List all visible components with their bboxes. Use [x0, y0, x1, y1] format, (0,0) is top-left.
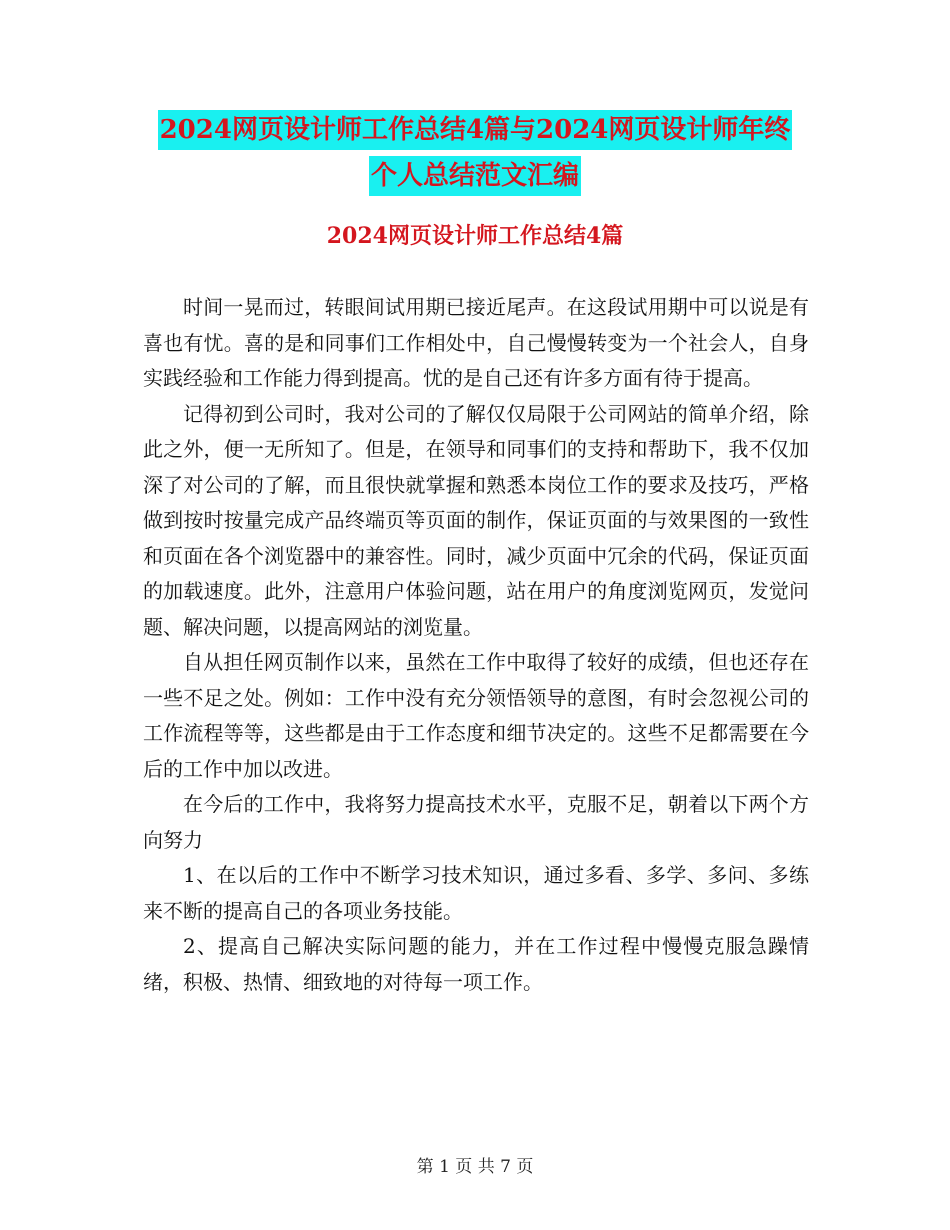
document-body: [143, 290, 809, 1000]
paragraph: 时间一晃而过，转眼间试用期已接近尾声。在这段试用期中可以说是有喜也有忧。喜的是和同事们工作相处中，自己慢慢转变为一个社会人，自身实践经验和工作能力得到提高。忧的是自己还有许多方面有待于提高。: [143, 295, 809, 390]
title-line-1: 2024网页设计师工作总结4篇与2024网页设计师年终: [158, 110, 793, 150]
paragraph: 自从担任网页制作以来，虽然在工作中取得了较好的成绩，但也还存在一些不足之处。例如：工作中没有充分领悟领导的意图，有时会忽视公司的工作流程等等，这些都是由于工作态度和细节决定的。这些不足都需要在今后的工作中加以改进。: [143, 650, 809, 781]
list-item: 2、提高自己解决实际问题的能力，并在工作过程中慢慢克服急躁情绪，积极、热情、细致地的对待每一项工作。: [143, 934, 809, 994]
title-line-2: 个人总结范文汇编: [369, 156, 581, 196]
page-number: 第 1 页 共 7 页: [416, 1157, 534, 1177]
paragraph: 记得初到公司时，我对公司的了解仅仅局限于公司网站的简单介绍，除此之外，便一无所知了。但是，在领导和同事们的支持和帮助下，我不仅加深了对公司的了解，而且很快就掌握和熟悉本岗位工作的要求及技巧，严格做到按时按量完成产品终端页等页面的制作，保证页面的与效果图的一致性和页面在各个浏览器中的兼容性。同时，减少页面中冗余的代码，保证页面的加载速度。此外，注意用户体验问题，站在用户的角度浏览网页，发觉问题、解决问题，以提高网站的浏览量。: [143, 401, 809, 639]
paragraph: 在今后的工作中，我将努力提高技术水平，克服不足，朝着以下两个方向努力: [143, 792, 809, 852]
section-heading: 2024网页设计师工作总结4篇: [326, 223, 624, 249]
document-title: [0, 110, 950, 202]
list-item: 1、在以后的工作中不断学习技术知识，通过多看、多学、多问、多练来不断的提高自己的各项业务技能。: [143, 863, 809, 923]
